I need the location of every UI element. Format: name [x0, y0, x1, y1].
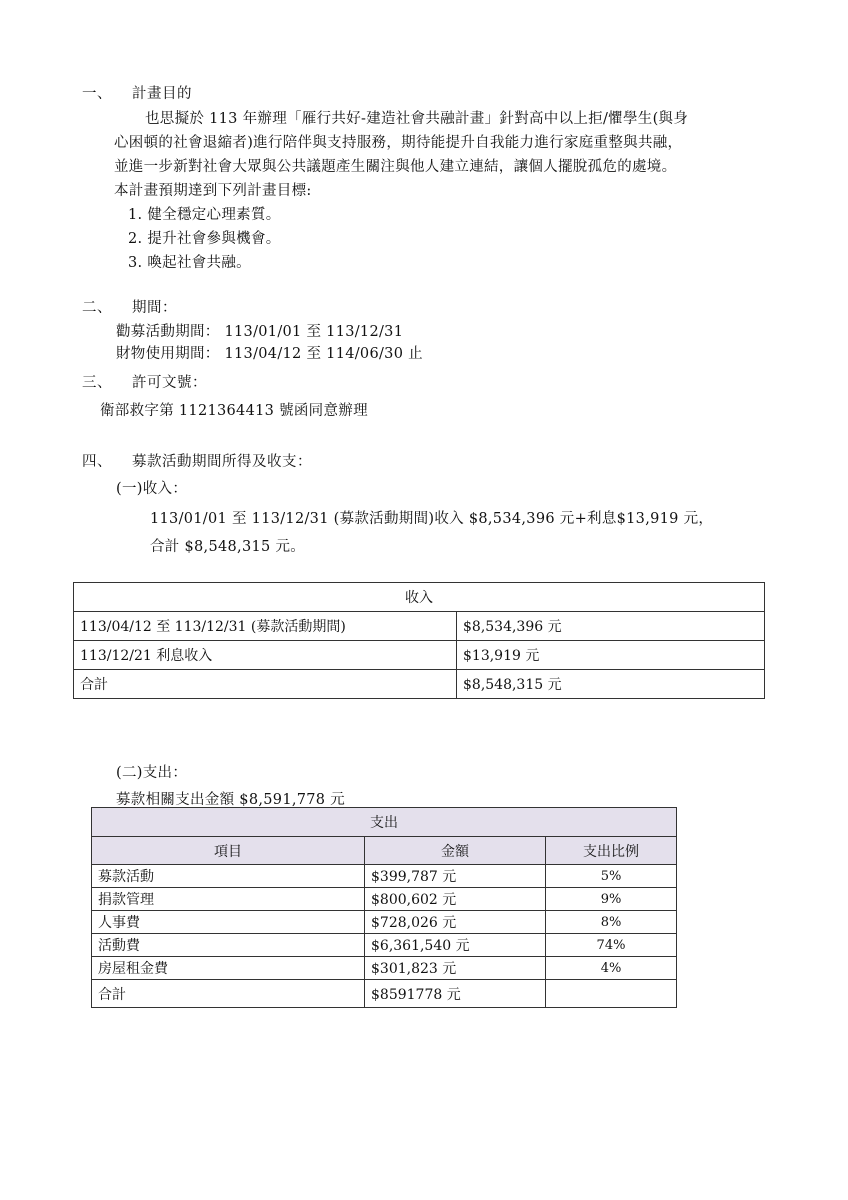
- income-amount: $8,534,396 元: [457, 612, 765, 641]
- permit-number: 衛部救字第 1121364413 號函同意辦理: [100, 403, 368, 419]
- section-3-heading: [82, 371, 207, 392]
- section-4-title: 募款活動期間所得及收支：: [132, 454, 312, 470]
- section-3-number: 三、: [82, 375, 112, 391]
- expense-label: (二)支出：: [116, 765, 188, 781]
- income-amount: $8,548,315 元: [457, 670, 765, 699]
- goal-item-1: 1. 健全穩定心理素質。: [128, 207, 281, 223]
- income-summary-line-2: 合計 $8,548,315 元。: [150, 539, 306, 555]
- fundraising-period: 勸募活動期間： 113/01/01 至 113/12/31: [116, 324, 404, 340]
- expense-ratio: 4%: [546, 957, 677, 980]
- income-item: 113/04/12 至 113/12/31 (募款活動期間): [74, 612, 457, 641]
- section-1-para-line-1: 也思擬於 113 年辦理「雁行共好-建造社會共融計畫」針對高中以上拒/懼學生(與身: [145, 111, 689, 127]
- table-row: [74, 641, 765, 670]
- table-row: [74, 612, 765, 641]
- section-1-heading: [82, 82, 192, 103]
- section-1-para-line-4: 本計畫預期達到下列計畫目標:: [114, 183, 312, 199]
- column-header-amount: 金額: [365, 837, 546, 865]
- expense-table-header: 支出: [92, 808, 677, 837]
- column-header-item: 項目: [92, 837, 365, 865]
- section-2-title: 期間：: [132, 300, 177, 316]
- expense-total-amount: $8591778 元: [365, 980, 546, 1008]
- section-4-heading: [82, 450, 312, 471]
- goal-item-2: 2. 提升社會參與機會。: [128, 231, 281, 247]
- expense-total-ratio: [546, 980, 677, 1008]
- section-1-number: 一、: [82, 86, 112, 102]
- expense-amount: $728,026 元: [365, 911, 546, 934]
- income-amount: $13,919 元: [457, 641, 765, 670]
- goal-item-3: 3. 喚起社會共融。: [128, 255, 251, 271]
- expense-amount: $399,787 元: [365, 865, 546, 888]
- expense-item: 人事費: [92, 911, 365, 934]
- section-1-para-line-2: 心困頓的社會退縮者)進行陪伴與支持服務，期待能提升自我能力進行家庭重整與共融，: [114, 135, 683, 151]
- income-item: 113/12/21 利息收入: [74, 641, 457, 670]
- expense-ratio: 8%: [546, 911, 677, 934]
- expense-table: [91, 807, 677, 1008]
- expense-total-line: 募款相關支出金額 $8,591,778 元: [116, 792, 346, 808]
- expense-ratio: 74%: [546, 934, 677, 957]
- expense-ratio: 5%: [546, 865, 677, 888]
- section-1-para-line-3: 並進一步新對社會大眾與公共議題產生關注與他人建立連結，讓個人擺脫孤危的處境。: [114, 159, 677, 175]
- expense-item: 房屋租金費: [92, 957, 365, 980]
- income-table: [73, 582, 765, 699]
- table-row: [92, 911, 677, 934]
- table-row: [92, 934, 677, 957]
- section-4-number: 四、: [82, 454, 112, 470]
- section-2-heading: [82, 296, 177, 317]
- table-row: [92, 865, 677, 888]
- table-row: [92, 888, 677, 911]
- table-row: [74, 670, 765, 699]
- expense-amount: $301,823 元: [365, 957, 546, 980]
- expense-amount: $800,602 元: [365, 888, 546, 911]
- income-summary-line-1: 113/01/01 至 113/12/31 (募款活動期間)收入 $8,534,396 元+利息$13,919 元，: [150, 511, 714, 527]
- expense-total-item: 合計: [92, 980, 365, 1008]
- section-3-title: 許可文號：: [132, 375, 207, 391]
- expense-item: 活動費: [92, 934, 365, 957]
- income-label: (一)收入：: [116, 481, 188, 497]
- expense-item: 捐款管理: [92, 888, 365, 911]
- expense-item: 募款活動: [92, 865, 365, 888]
- income-item: 合計: [74, 670, 457, 699]
- expense-amount: $6,361,540 元: [365, 934, 546, 957]
- usage-period: 財物使用期間： 113/04/12 至 114/06/30 止: [116, 346, 423, 362]
- income-table-header: 收入: [74, 583, 765, 612]
- table-row: [92, 957, 677, 980]
- table-row-total: [92, 980, 677, 1008]
- section-1-title: 計畫目的: [132, 86, 192, 102]
- column-header-ratio: 支出比例: [546, 837, 677, 865]
- expense-ratio: 9%: [546, 888, 677, 911]
- section-2-number: 二、: [82, 300, 112, 316]
